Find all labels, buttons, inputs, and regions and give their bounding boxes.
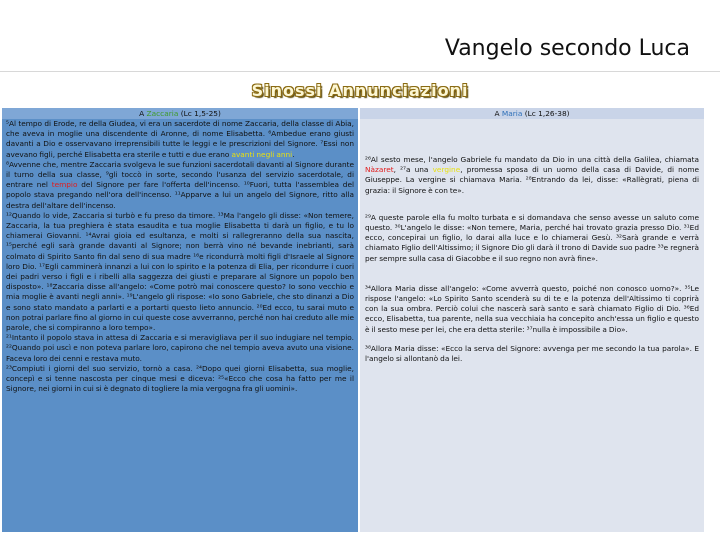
text-run: ⁵Al tempo di Erode, re della Giudea, vi era un sacerdote di nome Zaccaria, della classe di Abia, che aveva in moglie una discendente di Aronne, di nome Elisabetta. ⁶Ambedue erano giusti davanti a Dio e osservavano irreprensibili tutte le leggi e le prescrizioni del Signore. ⁷Essi non avevano figli, perché Elisabetta era sterile e tutti e due erano: [6, 119, 354, 159]
text-run: ⁸Avvenne che, mentre Zaccaria svolgeva le sue funzioni sacerdotali davanti al Signore durante il turno della sua classe, ⁹gli toccò in sorte, secondo l'usanza del servizio sacerdotale, di entrare nel: [6, 159, 354, 190]
column-text-maria: [360, 155, 704, 364]
title-divider: [0, 71, 720, 72]
header-name-maria: Maria: [501, 109, 523, 118]
text-run: , promessa sposa di un uomo della casa di Davide, di nome Giuseppe. La vergine si chiamava Maria. ²⁸Entrando da lei, disse: «Rallègrati, piena di grazia: il Signore è con te».: [365, 165, 699, 195]
header-reference: (Lc 1,5-25): [178, 109, 221, 118]
header-prefix: A: [139, 109, 147, 118]
highlight-tempio: tempio: [51, 180, 78, 190]
highlight-vergine: vergine: [432, 165, 461, 175]
paragraph: ¹²Quando lo vide, Zaccaria si turbò e fu preso da timore. ¹³Ma l'angelo gli disse: «Non temere, Zaccaria, la tua preghiera è stata esaudita e tua moglie Elisabetta ti darà un figlio, e tu lo chiamerai Giovanni. ¹⁴Avrai gioia ed esultanza, e molti si rallegreranno della sua nascita, ¹⁵perché egli sarà grande davanti al Signore; non berrà vino né bevande inebrianti, sarà colmato di Spirito Santo fin dal seno di sua madre ¹⁶e ricondurrà molti figli d'Israele al Signore loro Dio. ¹⁷Egli camminerà innanzi a lui con lo spirito e la potenza di Elia, per ricondurre i cuori dei padri verso i figli e i ribelli alla saggezza dei giusti e preparare al Signore un popolo ben disposto». ¹⁸Zaccaria disse all'angelo: «Come potrò mai conoscere questo? Io sono vecchio e mia moglie è avanti negli anni». ¹⁹L'angelo gli rispose: «Io sono Gabriele, che sto dinanzi a Dio e sono stato mandato a parlarti e a portarti questo lieto annuncio. ²⁰Ed ecco, tu sarai muto e non potrai parlare fino al giorno in cui queste cose avverranno, perché non hai creduto alle mie parole, che si compiranno a loro tempo».: [6, 210, 354, 333]
paragraph: ²⁹A queste parole ella fu molto turbata e si domandava che senso avesse un saluto come questo. ³⁰L'angelo le disse: «Non temere, Maria, perché hai trovato grazia presso Dio. ³¹Ed ecco, concepirai un figlio, lo darai alla luce e lo chiamerai Gesù. ³²Sarà grande e verrà chiamato Figlio dell'Altissimo; il Signore Dio gli darà il trono di Davide suo padre ³³e regnerà per sempre sulla casa di Giacobbe e il suo regno non avrà fine».: [365, 212, 699, 263]
text-run: del Signore per fare l'offerta dell'incenso. ¹⁰Fuori, tutta l'assemblea del popolo stava pregando nell'ora dell'incenso. ¹¹Apparve a lui un angelo del Signore, ritto alla destra dell'altare dell'incenso.: [6, 180, 354, 210]
text-run: , ²⁷a una: [393, 165, 433, 175]
header-name-zaccaria: Zaccaria: [146, 109, 179, 118]
text-run: ²⁶Al sesto mese, l'angelo Gabriele fu mandato da Dio in una città della Galilea, chiamata: [365, 155, 699, 164]
column-text-zaccaria: [2, 119, 358, 394]
synopsis-table: [2, 108, 704, 532]
paragraph: ³⁴Allora Maria disse all'angelo: «Come avverrà questo, poiché non conosco uomo?». ³⁵Le rispose l'angelo: «Lo Spirito Santo scenderà su di te e la potenza dell'Altissimo ti coprirà con la sua ombra. Perciò colui che nascerà sarà santo e sarà chiamato Figlio di Dio. ³⁶Ed ecco, Elisabetta, tua parente, nella sua vecchiaia ha concepito anch'essa un figlio e questo è il sesto mese per lei, che era detta sterile: ³⁷nulla è impossibile a Dio».: [365, 283, 699, 334]
paragraph: ²¹Intanto il popolo stava in attesa di Zaccaria e si meravigliava per il suo indugiare nel tempio. ²²Quando poi uscì e non poteva parlare loro, capirono che nel tempio aveva avuto una visione. Faceva loro dei cenni e restava muto.: [6, 333, 354, 363]
page-title: Vangelo secondo Luca: [444, 36, 690, 61]
paragraph: [6, 160, 354, 211]
column-zaccaria: [2, 108, 358, 532]
header-reference: (Lc 1,26-38): [522, 109, 570, 118]
column-header-zaccaria: [2, 108, 358, 119]
paragraph: [6, 119, 354, 160]
section-subtitle: Sinossi Annunciazioni: [251, 81, 469, 100]
header-prefix: A: [494, 109, 502, 118]
paragraph: [365, 155, 699, 196]
paragraph: ³⁸Allora Maria disse: «Ecco la serva del Signore: avvenga per me secondo la tua parola». E l'angelo si allontanò da lei.: [365, 343, 699, 364]
highlight-avanti-negli-anni: avanti negli anni: [231, 149, 293, 159]
text-run: .: [292, 149, 295, 159]
column-header-maria: [360, 108, 704, 119]
highlight-nazaret: Nàzaret: [365, 165, 394, 175]
paragraph: ²³Compiuti i giorni del suo servizio, tornò a casa. ²⁴Dopo quei giorni Elisabetta, sua moglie, concepì e si tenne nascosta per cinque mesi e diceva: ²⁵«Ecco che cosa ha fatto per me il Signore, nei giorni in cui si è degnato di togliere la mia vergogna fra gli uomini».: [6, 363, 354, 394]
column-maria: [360, 108, 704, 532]
